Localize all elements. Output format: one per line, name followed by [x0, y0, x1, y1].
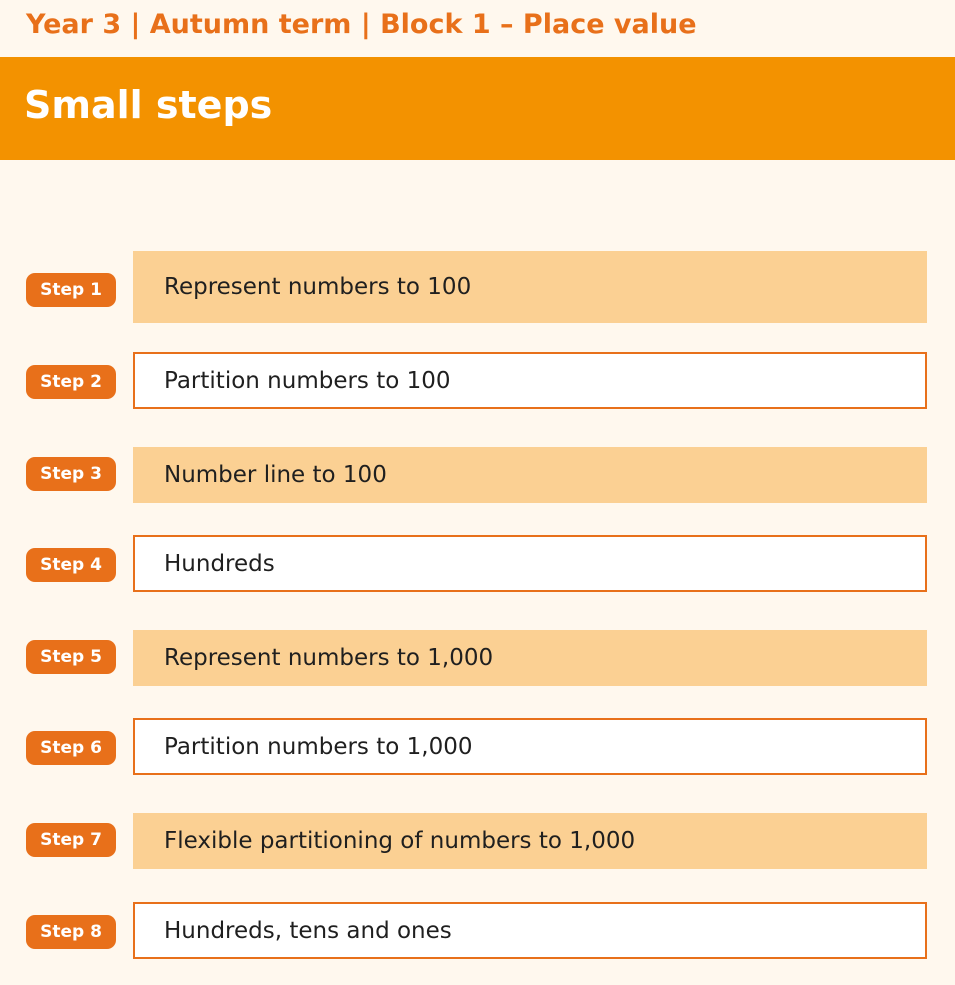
- page-title: Small steps: [24, 83, 273, 127]
- step-badge-2: Step 2: [26, 365, 116, 399]
- step-text-8: Hundreds, tens and ones: [133, 902, 927, 959]
- step-text-1: Represent numbers to 100: [133, 251, 927, 323]
- breadcrumb: Year 3 | Autumn term | Block 1 – Place value: [26, 9, 697, 40]
- step-badge-3: Step 3: [26, 457, 116, 491]
- step-text-5: Represent numbers to 1,000: [133, 630, 927, 686]
- step-text-3: Number line to 100: [133, 447, 927, 503]
- title-banner: [0, 57, 955, 160]
- step-badge-5: Step 5: [26, 640, 116, 674]
- step-text-7: Flexible partitioning of numbers to 1,000: [133, 813, 927, 869]
- step-badge-7: Step 7: [26, 823, 116, 857]
- step-text-2: Partition numbers to 100: [133, 352, 927, 409]
- step-text-4: Hundreds: [133, 535, 927, 592]
- step-badge-1: Step 1: [26, 273, 116, 307]
- step-badge-8: Step 8: [26, 915, 116, 949]
- step-badge-6: Step 6: [26, 731, 116, 765]
- step-badge-4: Step 4: [26, 548, 116, 582]
- step-text-6: Partition numbers to 1,000: [133, 718, 927, 775]
